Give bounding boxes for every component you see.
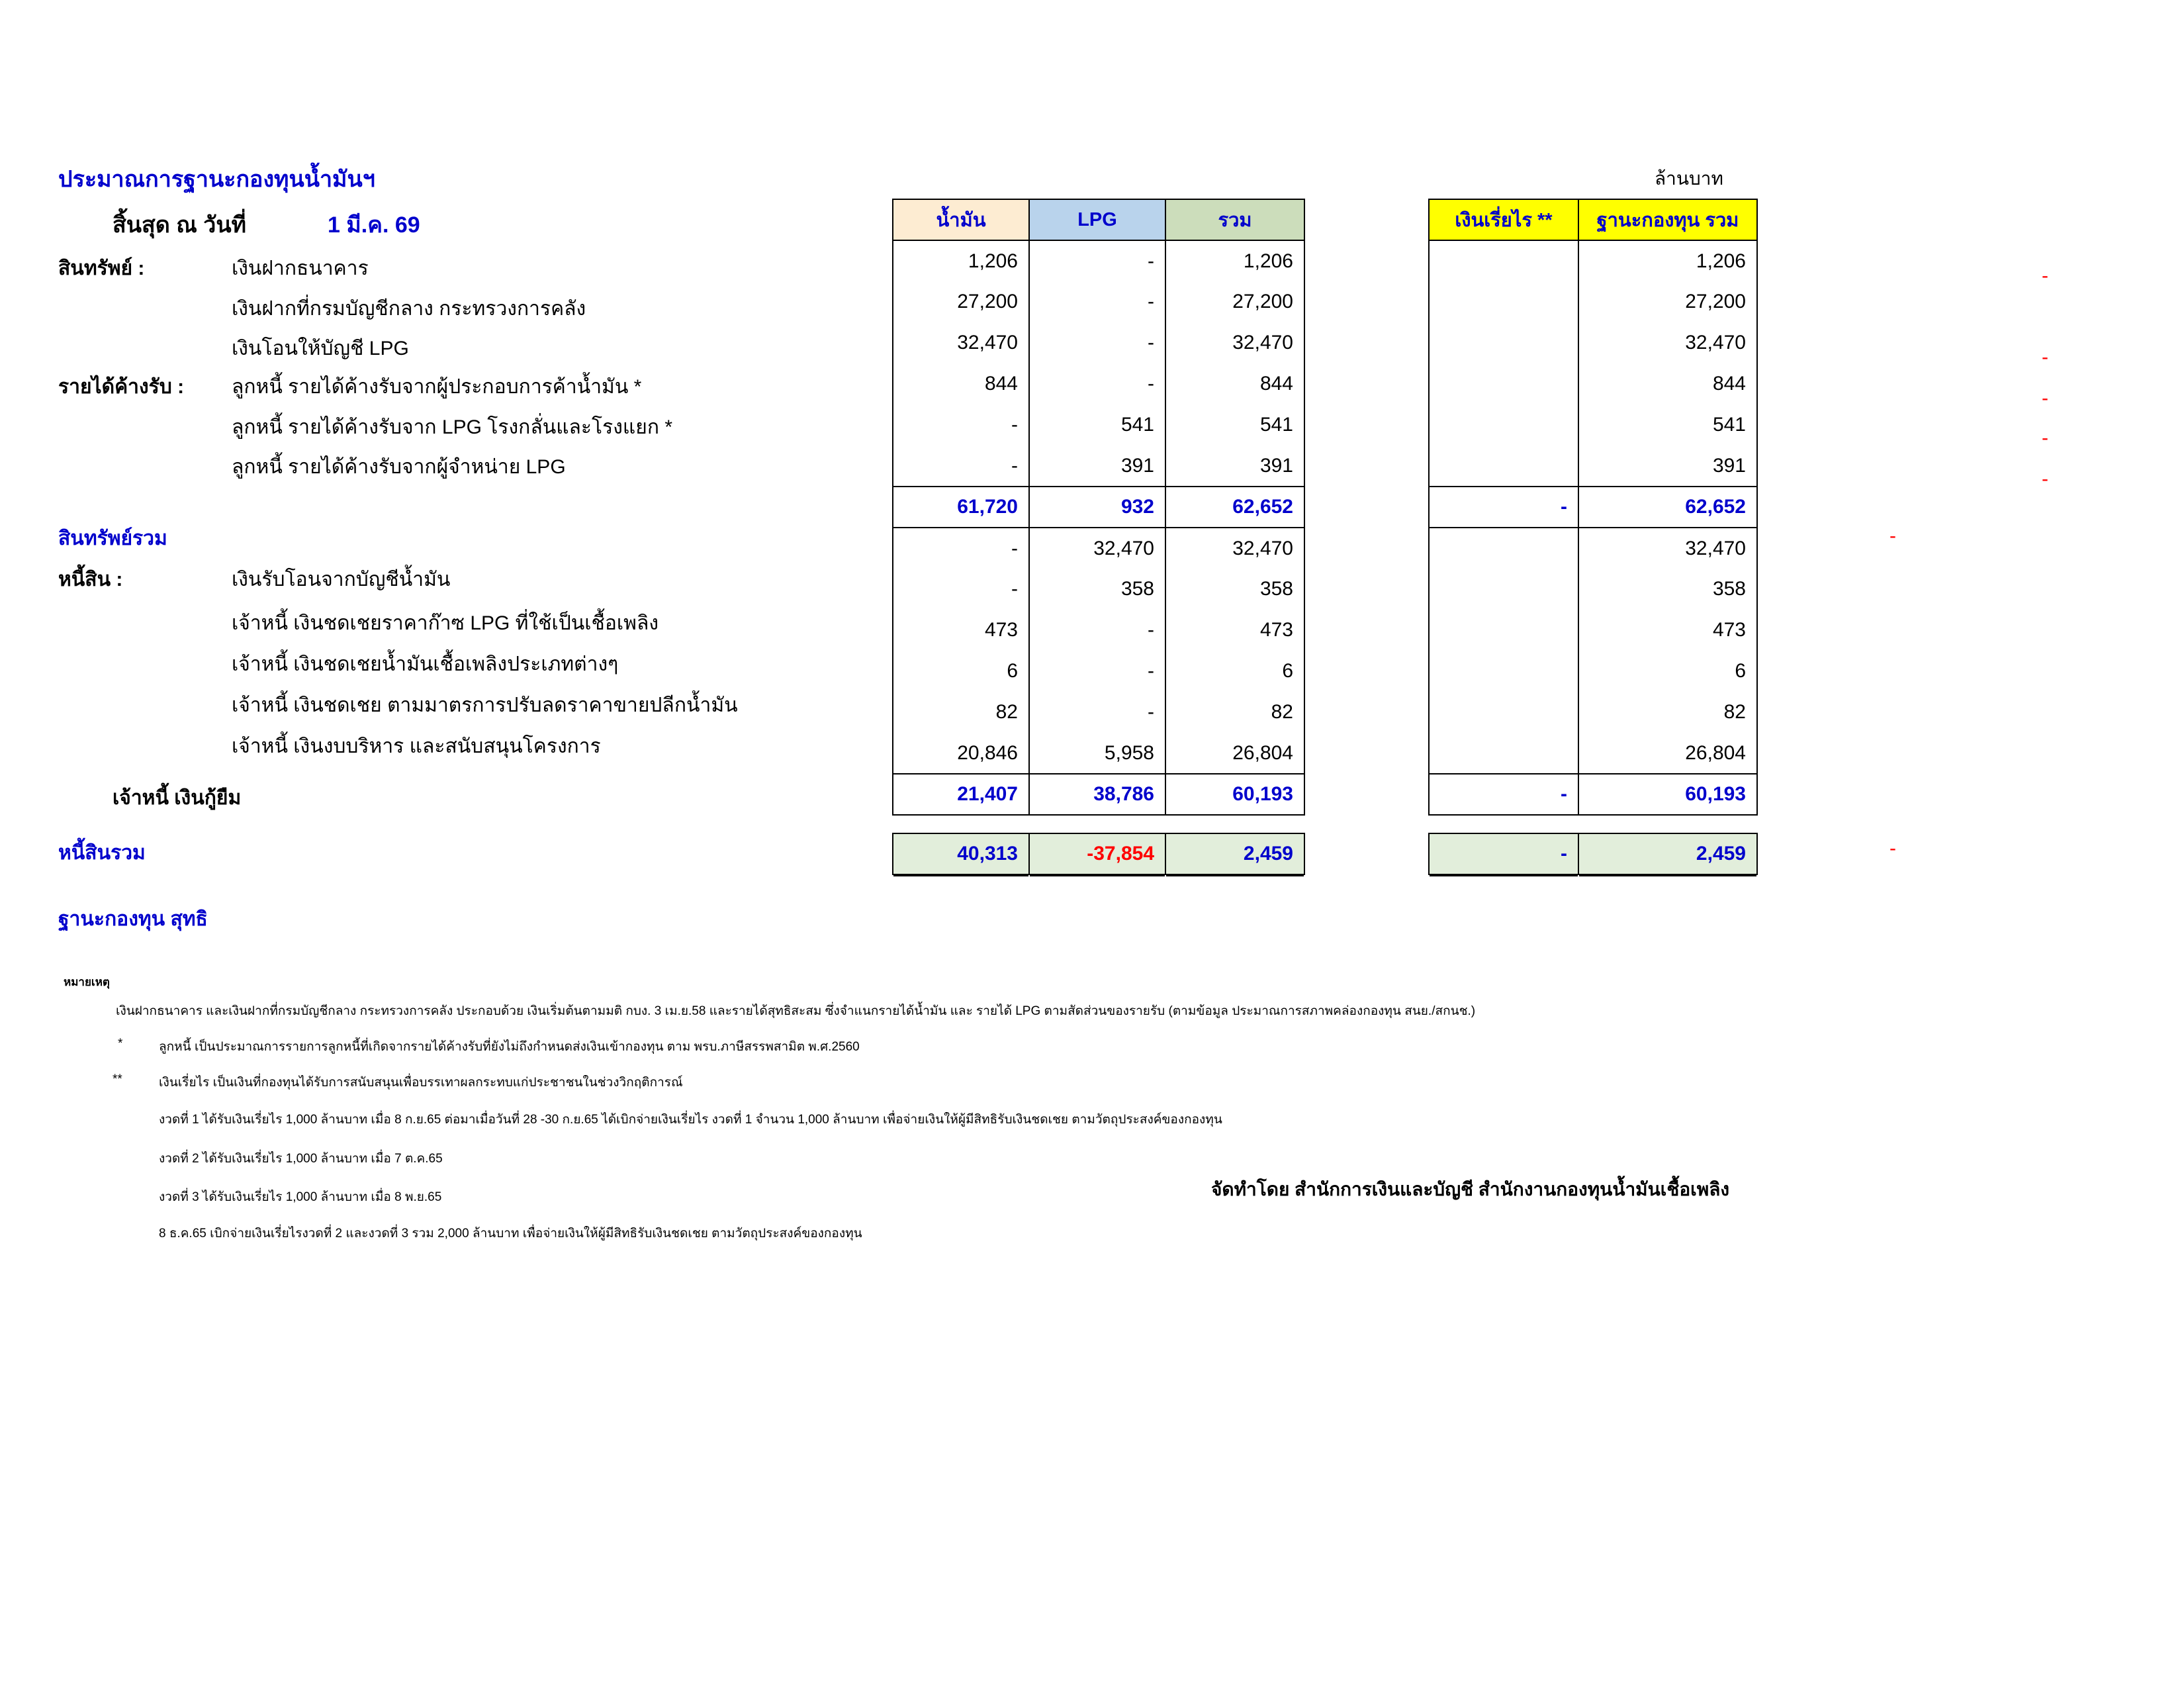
table-row bbox=[893, 569, 1304, 610]
table-row bbox=[893, 610, 1304, 651]
cell-total: 27,200 bbox=[1165, 281, 1304, 322]
red-dash-marker: - bbox=[2042, 265, 2048, 287]
prepared-by-label: จัดทำโดย สำนักการเงินและบัญชี สำนักงานกองทุนน้ำมันเชื้อเพลิง bbox=[1211, 1179, 1730, 1199]
cell-lpg: - bbox=[1029, 651, 1165, 692]
row-label-liability-4: เจ้าหนี้ เงินงบบริหาร และสนับสนุนโครงการ bbox=[232, 735, 601, 757]
cell-total: 32,470 bbox=[1165, 322, 1304, 363]
column-header-fund-total: ฐานะกองทุน รวม bbox=[1578, 199, 1757, 240]
cell-levy bbox=[1429, 240, 1578, 281]
cell-levy bbox=[1429, 404, 1578, 445]
cell-lpg: 391 bbox=[1029, 445, 1165, 487]
cell-lpg: - bbox=[1029, 610, 1165, 651]
cell-levy bbox=[1429, 281, 1578, 322]
row-label-liability-1: เจ้าหนี้ เงินชดเชยราคาก๊าซ LPG ที่ใช้เป็นเชื้อเพลิง bbox=[232, 612, 659, 634]
table-row bbox=[1429, 281, 1757, 322]
cell-lpg: - bbox=[1029, 281, 1165, 322]
cell-total: 541 bbox=[1165, 404, 1304, 445]
table-row bbox=[893, 651, 1304, 692]
spacer-cell bbox=[1165, 815, 1304, 833]
cell-total: 1,206 bbox=[1165, 240, 1304, 281]
cell-oil: 32,470 bbox=[893, 322, 1029, 363]
section-label-liabilities-total: หนี้สินรวม bbox=[58, 842, 146, 864]
cell-fund-total: 82 bbox=[1578, 692, 1757, 733]
table-row bbox=[893, 240, 1304, 281]
spacer-cell bbox=[1029, 815, 1165, 833]
cell-oil: - bbox=[893, 528, 1029, 569]
cell-oil: 82 bbox=[893, 692, 1029, 733]
table-row-liabilities-total bbox=[1429, 774, 1757, 815]
row-label-asset-4: ลูกหนี้ รายได้ค้างรับจาก LPG โรงกลั่นและโรงแยก * bbox=[232, 416, 673, 438]
table-row-net bbox=[1429, 833, 1757, 874]
cell-assets-total-lpg: 932 bbox=[1029, 487, 1165, 528]
cell-fund-total: 1,206 bbox=[1578, 240, 1757, 281]
cell-liab-total-total: 60,193 bbox=[1165, 774, 1304, 815]
cell-fund-total: 27,200 bbox=[1578, 281, 1757, 322]
table-row bbox=[1429, 692, 1757, 733]
table-row-net bbox=[893, 833, 1304, 874]
cell-net-oil: 40,313 bbox=[893, 833, 1029, 874]
table-row bbox=[1429, 404, 1757, 445]
cell-total: 6 bbox=[1165, 651, 1304, 692]
table-row bbox=[1429, 240, 1757, 281]
cell-net-total: 2,459 bbox=[1165, 833, 1304, 874]
cell-oil: - bbox=[893, 569, 1029, 610]
as-of-label: สิ้นสุด ณ วันที่ bbox=[113, 212, 247, 238]
unit-label: ล้านบาท bbox=[1655, 168, 1723, 189]
cell-levy bbox=[1429, 651, 1578, 692]
cell-lpg: - bbox=[1029, 322, 1165, 363]
table-row bbox=[893, 528, 1304, 569]
section-label-assets: สินทรัพย์ : bbox=[58, 258, 145, 279]
row-label-liability-3: เจ้าหนี้ เงินชดเชย ตามมาตรการปรับลดราคาขายปลีกน้ำมัน bbox=[232, 694, 738, 716]
cell-levy bbox=[1429, 610, 1578, 651]
cell-levy bbox=[1429, 569, 1578, 610]
red-dash-marker: - bbox=[2042, 346, 2048, 368]
spacer-cell bbox=[1429, 815, 1578, 833]
page-title: ประมาณการฐานะกองทุนน้ำมันฯ bbox=[58, 167, 375, 192]
cell-oil: - bbox=[893, 404, 1029, 445]
cell-lpg: - bbox=[1029, 363, 1165, 404]
cell-fund-total: 32,470 bbox=[1578, 528, 1757, 569]
cell-liab-total-levy: - bbox=[1429, 774, 1578, 815]
cell-loan-total: 26,804 bbox=[1165, 733, 1304, 774]
section-label-receivables: รายได้ค้างรับ : bbox=[58, 376, 185, 398]
table-row-assets-total bbox=[893, 487, 1304, 528]
red-dash-marker: - bbox=[2042, 387, 2048, 409]
cell-lpg: - bbox=[1029, 240, 1165, 281]
footnote-heading: หมายเหตุ bbox=[64, 976, 110, 988]
cell-net-fund: 2,459 bbox=[1578, 833, 1757, 874]
cell-loan-lpg: 5,958 bbox=[1029, 733, 1165, 774]
cell-levy bbox=[1429, 322, 1578, 363]
cell-oil: - bbox=[893, 445, 1029, 487]
table-row bbox=[893, 445, 1304, 487]
section-label-assets-total: สินทรัพย์รวม bbox=[58, 528, 167, 549]
cell-oil: 844 bbox=[893, 363, 1029, 404]
section-label-liabilities: หนี้สิน : bbox=[58, 569, 123, 590]
cell-fund-total: 32,470 bbox=[1578, 322, 1757, 363]
footnote-line-7: 8 ธ.ค.65 เบิกจ่ายเงินเรี่ยไรงวดที่ 2 และงวดที่ 3 รวม 2,000 ล้านบาท เพื่อจ่ายเงินให้ผู้มีสิทธิรับเงินชดเชย ตามวัตถุประสงค์ของกองทุน bbox=[159, 1227, 862, 1241]
footnote-line-4: งวดที่ 1 ได้รับเงินเรี่ยไร 1,000 ล้านบาท เมื่อ 8 ก.ย.65 ต่อมาเมื่อวันที่ 28 -30 ก.ย.65 ได้เบิกจ่ายเงินเรี่ยไร งวดที่ 1 จำนวน 1,000 ล้านบาท เพื่อจ่ายเงินให้ผู้มีสิทธิรับเงินชดเชย ตามวัตถุประสงค์ของกองทุน bbox=[159, 1113, 1222, 1127]
cell-levy bbox=[1429, 363, 1578, 404]
column-header-levy: เงินเรี่ยไร ** bbox=[1429, 199, 1578, 240]
red-dash-marker-assets-total: - bbox=[1889, 525, 1896, 547]
footnote-line-5: งวดที่ 2 ได้รับเงินเรี่ยไร 1,000 ล้านบาท เมื่อ 7 ต.ค.65 bbox=[159, 1152, 443, 1166]
cell-fund-total: 541 bbox=[1578, 404, 1757, 445]
footnote-mark-2: ** bbox=[113, 1072, 122, 1086]
cell-total: 32,470 bbox=[1165, 528, 1304, 569]
cell-oil: 1,206 bbox=[893, 240, 1029, 281]
cell-total: 358 bbox=[1165, 569, 1304, 610]
cell-assets-total-oil: 61,720 bbox=[893, 487, 1029, 528]
table-row bbox=[893, 692, 1304, 733]
cell-loan-fund: 26,804 bbox=[1578, 733, 1757, 774]
cell-lpg: 541 bbox=[1029, 404, 1165, 445]
red-dash-marker: - bbox=[2042, 427, 2048, 449]
table-row bbox=[893, 363, 1304, 404]
red-dash-marker-liabilities-total: - bbox=[1889, 837, 1896, 859]
table-row bbox=[893, 281, 1304, 322]
cell-fund-total: 844 bbox=[1578, 363, 1757, 404]
table-row-loan bbox=[1429, 733, 1757, 774]
table-row-liabilities-total bbox=[893, 774, 1304, 815]
cell-net-lpg: -37,854 bbox=[1029, 833, 1165, 874]
cell-fund-total: 358 bbox=[1578, 569, 1757, 610]
cell-assets-total-total: 62,652 bbox=[1165, 487, 1304, 528]
cell-total: 391 bbox=[1165, 445, 1304, 487]
as-of-date: 1 มี.ค. 69 bbox=[328, 212, 420, 238]
footnote-line-3: เงินเรี่ยไร เป็นเงินที่กองทุนได้รับการสนับสนุนเพื่อบรรเทาผลกระทบแก่ประชาชนในช่วงวิกฤติการณ์ bbox=[159, 1076, 683, 1090]
table-header-row bbox=[1429, 199, 1757, 240]
table-row bbox=[1429, 651, 1757, 692]
cell-loan-oil: 20,846 bbox=[893, 733, 1029, 774]
section-label-loan: เจ้าหนี้ เงินกู้ยืม bbox=[113, 787, 242, 809]
table-row-loan bbox=[893, 733, 1304, 774]
footnote-line-1: เงินฝากธนาคาร และเงินฝากที่กรมบัญชีกลาง กระทรวงการคลัง ประกอบด้วย เงินเริ่มต้นตามมติ กบง. 3 เม.ย.58 และรายได้สุทธิสะสม ซึ่งจำแนกรายได้น้ำมัน และ รายได้ LPG ตามสัดส่วนของรายรับ (ตามข้อมูล ประมาณการสภาพคล่องกองทุน สนย./สกนช.) bbox=[116, 1004, 1476, 1018]
cell-liab-total-fund: 60,193 bbox=[1578, 774, 1757, 815]
table-header-row bbox=[893, 199, 1304, 240]
table-row-assets-total bbox=[1429, 487, 1757, 528]
red-dash-marker: - bbox=[2042, 468, 2048, 490]
row-label-asset-1: เงินฝากที่กรมบัญชีกลาง กระทรวงการคลัง bbox=[232, 298, 586, 320]
table-row bbox=[1429, 528, 1757, 569]
column-header-total: รวม bbox=[1165, 199, 1304, 240]
spacer-row bbox=[1429, 815, 1757, 833]
cell-total: 82 bbox=[1165, 692, 1304, 733]
cell-fund-total: 6 bbox=[1578, 651, 1757, 692]
cell-loan-levy bbox=[1429, 733, 1578, 774]
spacer-cell bbox=[1578, 815, 1757, 833]
table-row bbox=[1429, 322, 1757, 363]
spacer-cell bbox=[893, 815, 1029, 833]
cell-liab-total-oil: 21,407 bbox=[893, 774, 1029, 815]
cell-net-levy: - bbox=[1429, 833, 1578, 874]
row-label-liability-0: เงินรับโอนจากบัญชีน้ำมัน bbox=[232, 569, 451, 590]
cell-lpg: 358 bbox=[1029, 569, 1165, 610]
cell-fund-total: 391 bbox=[1578, 445, 1757, 487]
footnote-mark-1: * bbox=[118, 1037, 123, 1051]
row-label-asset-5: ลูกหนี้ รายได้ค้างรับจากผู้จำหน่าย LPG bbox=[232, 456, 566, 478]
cell-assets-total-fund: 62,652 bbox=[1578, 487, 1757, 528]
cell-lpg: - bbox=[1029, 692, 1165, 733]
table-row bbox=[893, 404, 1304, 445]
row-label-asset-0: เงินฝากธนาคาร bbox=[232, 258, 369, 279]
row-label-asset-2: เงินโอนให้บัญชี LPG bbox=[232, 338, 409, 359]
table-row bbox=[1429, 569, 1757, 610]
column-header-lpg: LPG bbox=[1029, 199, 1165, 240]
column-header-oil: น้ำมัน bbox=[893, 199, 1029, 240]
table-row bbox=[1429, 610, 1757, 651]
spacer-row bbox=[893, 815, 1304, 833]
cell-oil: 27,200 bbox=[893, 281, 1029, 322]
row-label-asset-3: ลูกหนี้ รายได้ค้างรับจากผู้ประกอบการค้าน้ำมัน * bbox=[232, 376, 642, 398]
cell-fund-total: 473 bbox=[1578, 610, 1757, 651]
cell-total: 844 bbox=[1165, 363, 1304, 404]
cell-liab-total-lpg: 38,786 bbox=[1029, 774, 1165, 815]
table-row bbox=[1429, 445, 1757, 487]
cell-levy bbox=[1429, 445, 1578, 487]
cell-oil: 473 bbox=[893, 610, 1029, 651]
table-row bbox=[1429, 363, 1757, 404]
cell-total: 473 bbox=[1165, 610, 1304, 651]
cell-levy bbox=[1429, 692, 1578, 733]
cell-lpg: 32,470 bbox=[1029, 528, 1165, 569]
cell-levy bbox=[1429, 528, 1578, 569]
row-label-liability-2: เจ้าหนี้ เงินชดเชยน้ำมันเชื้อเพลิงประเภทต่างๆ bbox=[232, 653, 619, 675]
footnote-line-6: งวดที่ 3 ได้รับเงินเรี่ยไร 1,000 ล้านบาท เมื่อ 8 พ.ย.65 bbox=[159, 1190, 442, 1204]
cell-assets-total-levy: - bbox=[1429, 487, 1578, 528]
table-row bbox=[893, 322, 1304, 363]
section-label-net: ฐานะกองทุน สุทธิ bbox=[58, 908, 208, 930]
cell-oil: 6 bbox=[893, 651, 1029, 692]
fund-table-right bbox=[1428, 199, 1758, 875]
footnote-line-2: ลูกหนี้ เป็นประมาณการรายการลูกหนี้ที่เกิดจากรายได้ค้างรับที่ยังไม่ถึงกำหนดส่งเงินเข้ากองทุน ตาม พรบ.ภาษีสรรพสามิต พ.ศ.2560 bbox=[159, 1040, 860, 1054]
fund-table-main bbox=[892, 199, 1305, 875]
